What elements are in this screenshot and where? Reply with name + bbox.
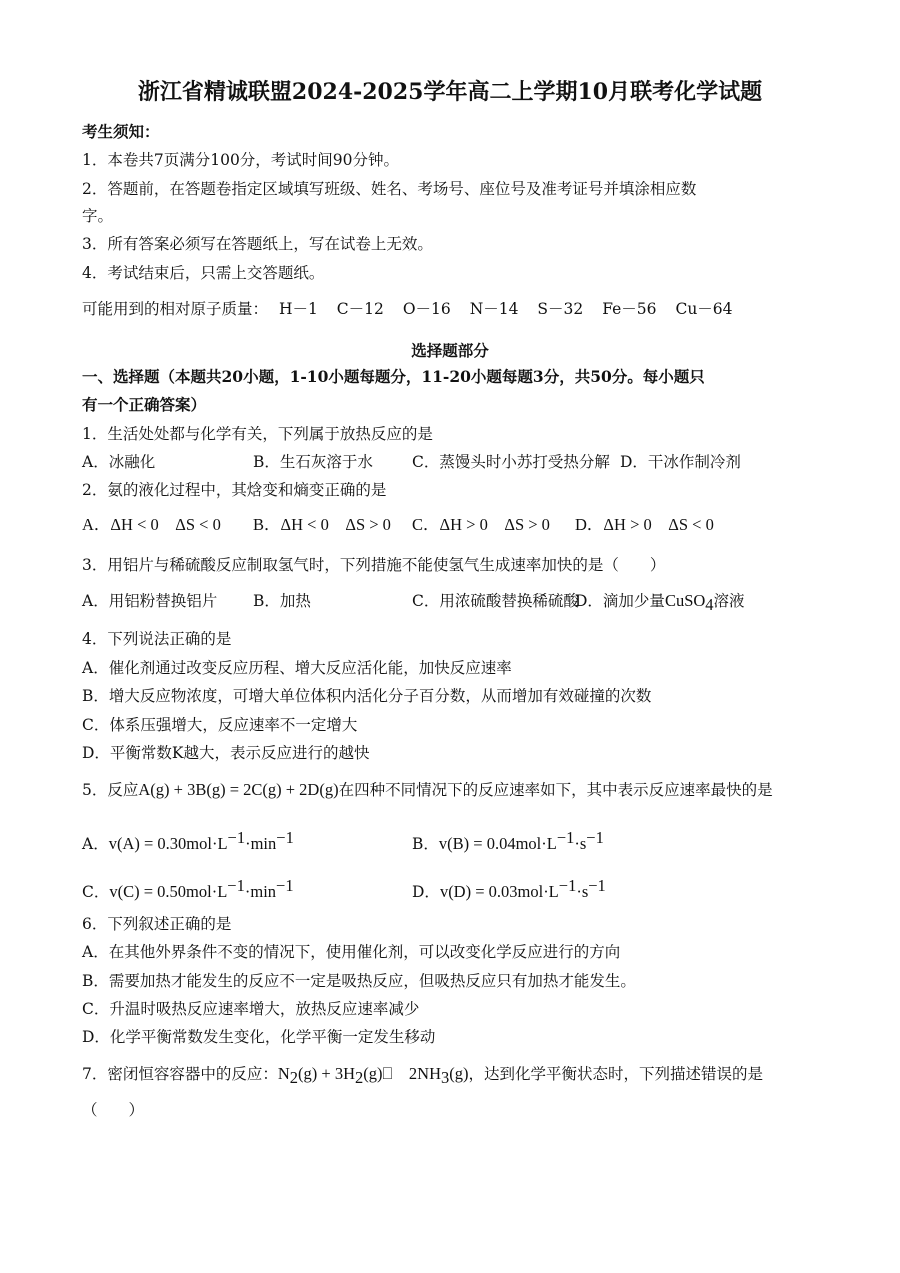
q5-stem-suffix: 在四种不同情况下的反应速率如下，其中表示反应速率最快的是 — [338, 781, 773, 799]
q5-stem-prefix: 5．反应 — [82, 781, 139, 799]
q6-option-a: A．在其他外界条件不变的情况下，使用催化剂，可以改变化学反应进行的方向 — [82, 943, 621, 961]
q4-option-c: C．体系压强增大，反应速率不一定增大 — [82, 716, 358, 734]
q7-stem — [82, 1064, 763, 1088]
q6-stem: 6．下列叙述正确的是 — [82, 915, 232, 933]
q3-option-d-formula: CuSO — [664, 591, 706, 610]
q3-option-a: A．用铝粉替换铝片 — [82, 592, 218, 610]
q5-option-c-label: C． — [82, 883, 110, 902]
q5-option-b-exp2: −1 — [586, 828, 604, 847]
q6-option-c: C．升温时吸热反应速率增大，放热反应速率减少 — [82, 1000, 420, 1018]
q7-h2-sub: 2 — [355, 1068, 364, 1088]
q1-option-d: D．干冰作制冷剂 — [620, 453, 741, 471]
atomic-mass-c: C－12 — [336, 300, 384, 318]
q5-option-a-unit: ·min — [245, 834, 277, 854]
q5-option-d-exp2: −1 — [588, 876, 606, 895]
q5-option-c-exp1: −1 — [227, 876, 245, 895]
q5-option-b-rate: v(B) = 0.04mol·L — [438, 834, 557, 854]
q2-option-b: B．ΔH < 0 ΔS > 0 — [253, 515, 391, 534]
q5-option-d-label: D． — [412, 883, 440, 902]
q7-n2-sub: 2 — [289, 1068, 299, 1088]
q3-option-d-subscript: 4 — [705, 595, 714, 615]
section-title: 选择题部分 — [411, 341, 489, 360]
notice-item-4: 4．考试结束后，只需上交答题纸。 — [82, 264, 325, 282]
notice-item-1: 1．本卷共7页满分100分，考试时间90分钟。 — [82, 151, 400, 169]
q5-stem — [82, 780, 773, 800]
q5-option-d-rate: v(D) = 0.03mol·L — [439, 882, 559, 902]
notice-item-3: 3．所有答案必须写在答题纸上，写在试卷上无效。 — [82, 235, 433, 253]
q7-mid: (g) + 3H — [298, 1064, 356, 1083]
q5-option-c-exp2: −1 — [276, 876, 294, 895]
q5-option-c-unit: ·min — [244, 882, 277, 902]
q7-stem-suffix: ，达到化学平衡状态时，下列描述错误的是 — [468, 1065, 764, 1083]
q1-stem: 1．生活处处都与化学有关，下列属于放热反应的是 — [82, 425, 433, 443]
part-heading-line1: 一、选择题（本题共20小题，1-10小题每题分，11-20小题每题3分，共50分。每小题只 — [82, 367, 705, 386]
q2-stem: 2．氨的液化过程中，其焓变和熵变正确的是 — [82, 481, 387, 499]
atomic-mass-h: H－1 — [278, 300, 318, 318]
page-title: 浙江省精诚联盟2024-2025学年高二上学期10月联考化学试题 — [137, 79, 763, 105]
q3-stem: 3．用铝片与稀硫酸反应制取氢气时，下列措施不能使氢气生成速率加快的是（ ） — [82, 556, 666, 574]
q5-option-b-exp1: −1 — [556, 828, 575, 847]
q3-option-d — [575, 591, 745, 615]
q5-option-c-rate: v(C) = 0.50mol·L — [109, 882, 228, 902]
q2-option-a: A．ΔH < 0 ΔS < 0 — [82, 515, 221, 534]
q5-option-a — [82, 828, 294, 854]
q5-option-a-rate: v(A) = 0.30mol·L — [108, 834, 228, 854]
q4-stem: 4．下列说法正确的是 — [82, 630, 232, 648]
q5-equation: A(g) + 3B(g) = 2C(g) + 2D(g) — [138, 780, 339, 799]
q5-option-d-unit: ·s — [576, 882, 589, 902]
q6-option-b: B．需要加热才能发生的反应不一定是吸热反应，但吸热反应只有加热才能发生。 — [82, 972, 636, 990]
notice-item-2-cont: 字。 — [82, 207, 114, 225]
q4-option-d: D．平衡常数K越大，表示反应进行的越快 — [82, 744, 370, 762]
part-heading-line2: 有一个正确答案） — [82, 395, 207, 414]
atomic-mass-n: N－14 — [469, 300, 519, 318]
q7-n2: N — [277, 1064, 290, 1083]
q7-nh3-sub: 3 — [441, 1068, 450, 1088]
atomic-mass-o: O－16 — [402, 300, 451, 318]
q5-option-b-label: B． — [412, 835, 439, 854]
q4-option-a: A．催化剂通过改变反应历程、增大反应活化能，加快反应速率 — [82, 659, 512, 677]
q3-option-b: B．加热 — [253, 592, 311, 610]
q5-option-d-exp1: −1 — [558, 876, 577, 895]
q5-option-c — [82, 876, 294, 902]
atomic-mass-s: S－32 — [537, 300, 584, 318]
q3-option-d-suffix: 溶液 — [713, 592, 745, 610]
q1-option-c: C．蒸馒头时小苏打受热分解 — [412, 453, 610, 471]
q5-option-d — [412, 876, 606, 902]
q5-option-b — [412, 828, 604, 854]
q7-answer-paren: （ ） — [82, 1101, 145, 1119]
q7-stem-prefix: 7．密闭恒容容器中的反应： — [82, 1065, 278, 1083]
q3-option-d-prefix: D．滴加少量 — [575, 592, 665, 610]
notice-heading: 考生须知： — [82, 122, 160, 141]
q4-option-b: B．增大反应物浓度，可增大单位体积内活化分子百分数，从而增加有效碰撞的次数 — [82, 687, 652, 705]
notice-item-2: 2．答题前，在答题卷指定区域填写班级、姓名、考场号、座位号及准考证号并填涂相应数 — [82, 180, 697, 198]
q7-reversible: (g)⎕ 2NH — [363, 1064, 441, 1083]
q7-tail: (g) — [449, 1064, 469, 1083]
q5-option-a-label: A． — [82, 835, 109, 854]
atomic-mass-line — [82, 299, 747, 319]
atomic-mass-label: 可能用到的相对原子质量： — [82, 300, 269, 318]
q5-option-b-unit: ·s — [574, 834, 587, 854]
q1-option-a: A．冰融化 — [82, 453, 156, 471]
q3-option-c: C．用浓硫酸替换稀硫酸 — [412, 592, 579, 610]
q5-option-a-exp2: −1 — [276, 828, 294, 847]
q5-option-a-exp1: −1 — [227, 828, 246, 847]
q2-option-d: D．ΔH > 0 ΔS < 0 — [575, 515, 714, 534]
q2-option-c: C．ΔH > 0 ΔS > 0 — [412, 515, 550, 534]
atomic-mass-cu: Cu－64 — [675, 300, 733, 318]
q1-option-b: B．生石灰溶于水 — [253, 453, 373, 471]
atomic-mass-fe: Fe－56 — [602, 300, 657, 318]
q6-option-d: D．化学平衡常数发生变化，化学平衡一定发生移动 — [82, 1028, 436, 1046]
